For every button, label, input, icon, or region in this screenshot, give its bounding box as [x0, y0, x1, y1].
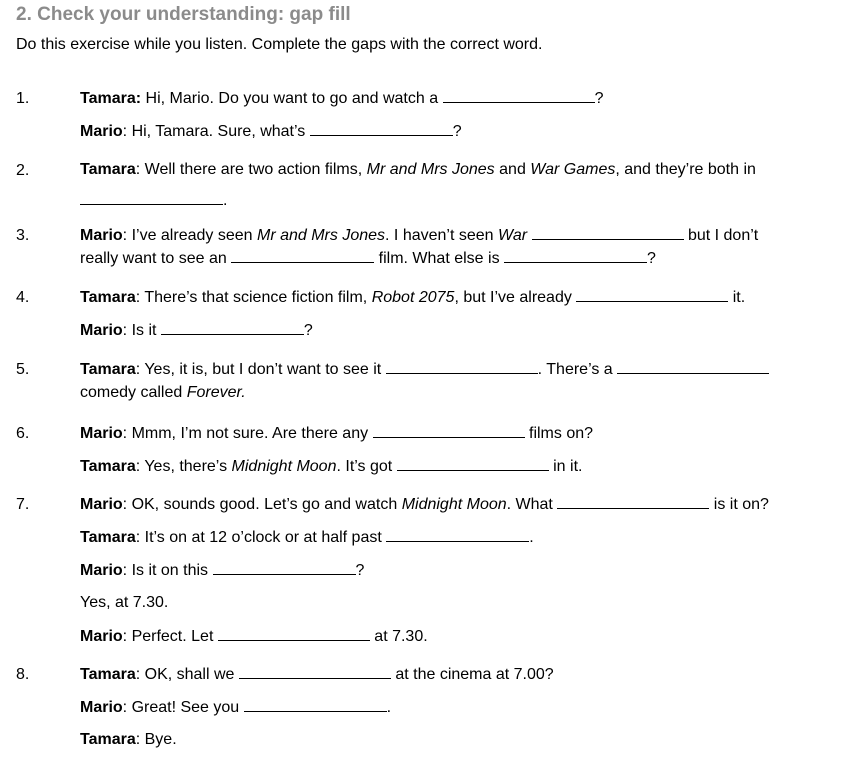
gap-blank[interactable] — [80, 190, 223, 205]
gap-blank[interactable] — [386, 359, 538, 374]
gap-blank[interactable] — [504, 248, 647, 263]
item-number: 5. — [16, 361, 30, 378]
dialogue-line: Tamara: Hi, Mario. Do you want to go and watch a ? — [80, 90, 604, 107]
page-title: 2. Check your understanding: gap fill — [16, 4, 351, 25]
dialogue-line: Tamara: Yes, there’s Midnight Moon. It’s got in it. — [80, 458, 583, 475]
dialogue-line: Tamara: OK, shall we at the cinema at 7.00? — [80, 666, 554, 683]
instructions: Do this exercise while you listen. Complete the gaps with the correct word. — [16, 36, 543, 53]
gap-blank[interactable] — [532, 225, 684, 240]
speaker-label: Tamara — [80, 458, 136, 475]
gap-blank[interactable] — [244, 697, 387, 712]
dialogue-line: Mario: Perfect. Let at 7.30. — [80, 628, 428, 645]
dialogue-line: Mario: Is it on this ? — [80, 562, 365, 579]
dialogue-line: Tamara: There’s that science fiction film, Robot 2075, but I’ve already it. — [80, 289, 746, 306]
item-number: 7. — [16, 496, 30, 513]
gap-blank[interactable] — [239, 664, 391, 679]
speaker-label: Mario — [80, 699, 123, 716]
item-number: 8. — [16, 666, 30, 683]
gap-blank[interactable] — [443, 88, 595, 103]
speaker-label: Mario — [80, 562, 123, 579]
gap-blank[interactable] — [617, 359, 769, 374]
dialogue-line: . — [80, 190, 227, 211]
speaker-label: Mario — [80, 628, 123, 645]
item-number: 2. — [16, 162, 30, 179]
speaker-label: Tamara — [80, 161, 136, 178]
speaker-label: Tamara — [80, 529, 136, 546]
dialogue-line: Tamara: Well there are two action films, Mr and Mrs Jones and War Games, and they’re both in — [80, 161, 756, 178]
dialogue-line: comedy called Forever. — [80, 384, 246, 401]
speaker-label: Tamara — [80, 289, 136, 306]
gap-blank[interactable] — [557, 494, 709, 509]
dialogue-line: Mario: Hi, Tamara. Sure, what’s ? — [80, 123, 462, 140]
dialogue-line: really want to see an film. What else is ? — [80, 250, 656, 267]
dialogue-line: Mario: Great! See you . — [80, 699, 392, 716]
speaker-label: Tamara: — [80, 90, 142, 107]
gap-blank[interactable] — [218, 626, 370, 641]
dialogue-line: Tamara: Yes, it is, but I don’t want to see it . There’s a — [80, 359, 769, 380]
gap-blank[interactable] — [213, 560, 356, 575]
gap-blank[interactable] — [161, 320, 304, 335]
speaker-label: Mario — [80, 123, 123, 140]
gap-blank[interactable] — [576, 287, 728, 302]
item-number: 4. — [16, 289, 30, 306]
item-number: 6. — [16, 425, 30, 442]
gap-blank[interactable] — [231, 248, 374, 263]
speaker-label: Mario — [80, 322, 123, 339]
speaker-label: Mario — [80, 496, 123, 513]
speaker-label: Mario — [80, 227, 123, 244]
gap-blank[interactable] — [310, 121, 453, 136]
speaker-label: Tamara — [80, 361, 136, 378]
dialogue-line: Mario: Mmm, I’m not sure. Are there any films on? — [80, 425, 594, 442]
speaker-label: Mario — [80, 425, 123, 442]
dialogue-line: Tamara: It’s on at 12 o’clock or at half past . — [80, 529, 534, 546]
dialogue-line: Mario: Is it ? — [80, 322, 313, 339]
gap-blank[interactable] — [386, 527, 529, 542]
item-number: 1. — [16, 90, 30, 107]
dialogue-line: Tamara: Bye. — [80, 731, 177, 748]
dialogue-line: Mario: I’ve already seen Mr and Mrs Jones. I haven’t seen War but I don’t — [80, 227, 759, 244]
gap-blank[interactable] — [373, 423, 525, 438]
speaker-label: Tamara — [80, 731, 136, 748]
item-number: 3. — [16, 227, 30, 244]
gap-blank[interactable] — [397, 456, 549, 471]
speaker-label: Tamara — [80, 666, 136, 683]
dialogue-line: Yes, at 7.30. — [80, 594, 169, 611]
dialogue-line: Mario: OK, sounds good. Let’s go and watch Midnight Moon. What is it on? — [80, 496, 769, 513]
